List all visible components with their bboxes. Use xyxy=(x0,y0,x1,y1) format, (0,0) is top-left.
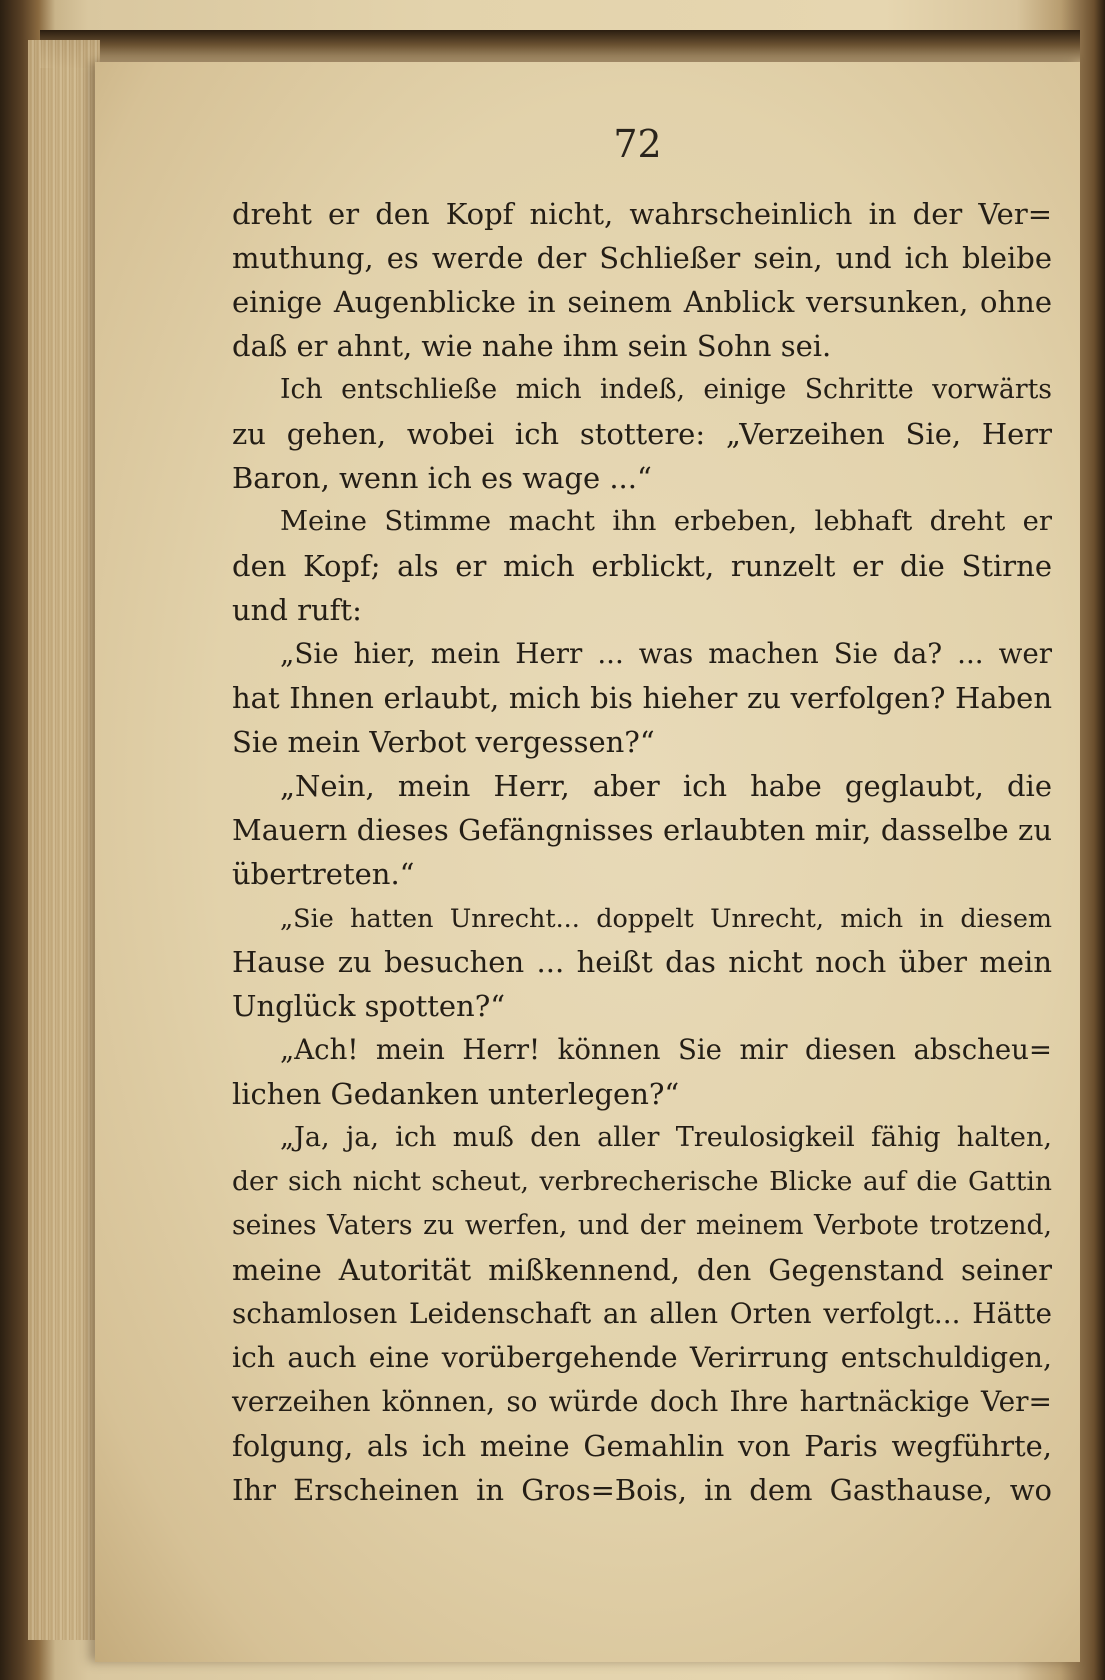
text-line: Ihr Erscheinen in Gros=Bois, in dem Gasthause, wo xyxy=(232,1473,1052,1507)
text-line: Unglück spotten?“ xyxy=(232,989,506,1023)
page-number: 72 xyxy=(613,122,662,166)
text-line: zu gehen, wobei ich stottere: „Verzeihen Sie, Herr xyxy=(232,417,1052,451)
text-line: dreht er den Kopf nicht, wahrscheinlich in der Ver= xyxy=(232,197,1052,231)
text-line: „Sie hatten Unrecht... doppelt Unrecht, mich in diesem xyxy=(280,903,1052,933)
body-text xyxy=(232,192,1052,1512)
text-line: muthung, es werde der Schließer sein, und ich bleibe xyxy=(232,241,1052,275)
text-line: lichen Gedanken unterlegen?“ xyxy=(232,1077,680,1111)
text-line: Hause zu besuchen ... heißt das nicht noch über mein xyxy=(232,945,1052,979)
text-line: schamlosen Leidenschaft an allen Orten verfolgt... Hätte xyxy=(232,1297,1052,1330)
text-line: Ich entschließe mich indeß, einige Schritte vorwärts xyxy=(280,374,1052,405)
text-line: daß er ahnt, wie nahe ihm sein Sohn sei. xyxy=(232,329,832,363)
text-line: „Ach! mein Herr! können Sie mir diesen abscheu= xyxy=(280,1034,1052,1066)
text-line: meine Autorität mißkennend, den Gegenstand seiner xyxy=(232,1253,1052,1287)
text-line: hat Ihnen erlaubt, mich bis hieher zu verfolgen? Haben xyxy=(232,681,1052,715)
text-line: den Kopf; als er mich erblickt, runzelt er die Stirne xyxy=(232,549,1052,583)
text-line: Baron, wenn ich es wage ...“ xyxy=(232,461,652,495)
text-line: Mauern dieses Gefängnisses erlaubten mir, dasselbe zu xyxy=(232,813,1052,847)
text-line: seines Vaters zu werfen, und der meinem Verbote trotzend, xyxy=(232,1210,1052,1241)
text-line: Meine Stimme macht ihn erbeben, lebhaft dreht er xyxy=(280,506,1052,537)
page-stack-edges xyxy=(28,40,100,1640)
text-line: „Sie hier, mein Herr ... was machen Sie da? ... wer xyxy=(280,637,1052,670)
text-line: „Nein, mein Herr, aber ich habe geglaubt, die xyxy=(280,769,1052,803)
text-line: übertreten.“ xyxy=(232,857,415,891)
text-line: einige Augenblicke in seinem Anblick versunken, ohne xyxy=(232,285,1052,319)
text-line: und ruft: xyxy=(232,593,362,627)
text-line: der sich nicht scheut, verbrecherische Blicke auf die Gattin xyxy=(232,1166,1052,1197)
text-line: „Ja, ja, ich muß den aller Treulosigkeil fähig halten, xyxy=(280,1122,1052,1153)
text-line: ich auch eine vorübergehende Verirrung entschuldigen, xyxy=(232,1341,1052,1374)
text-line: verzeihen können, so würde doch Ihre hartnäckige Ver= xyxy=(232,1385,1052,1418)
text-line: folgung, als ich meine Gemahlin von Paris wegführte, xyxy=(232,1429,1052,1463)
text-line: Sie mein Verbot vergessen?“ xyxy=(232,725,655,759)
